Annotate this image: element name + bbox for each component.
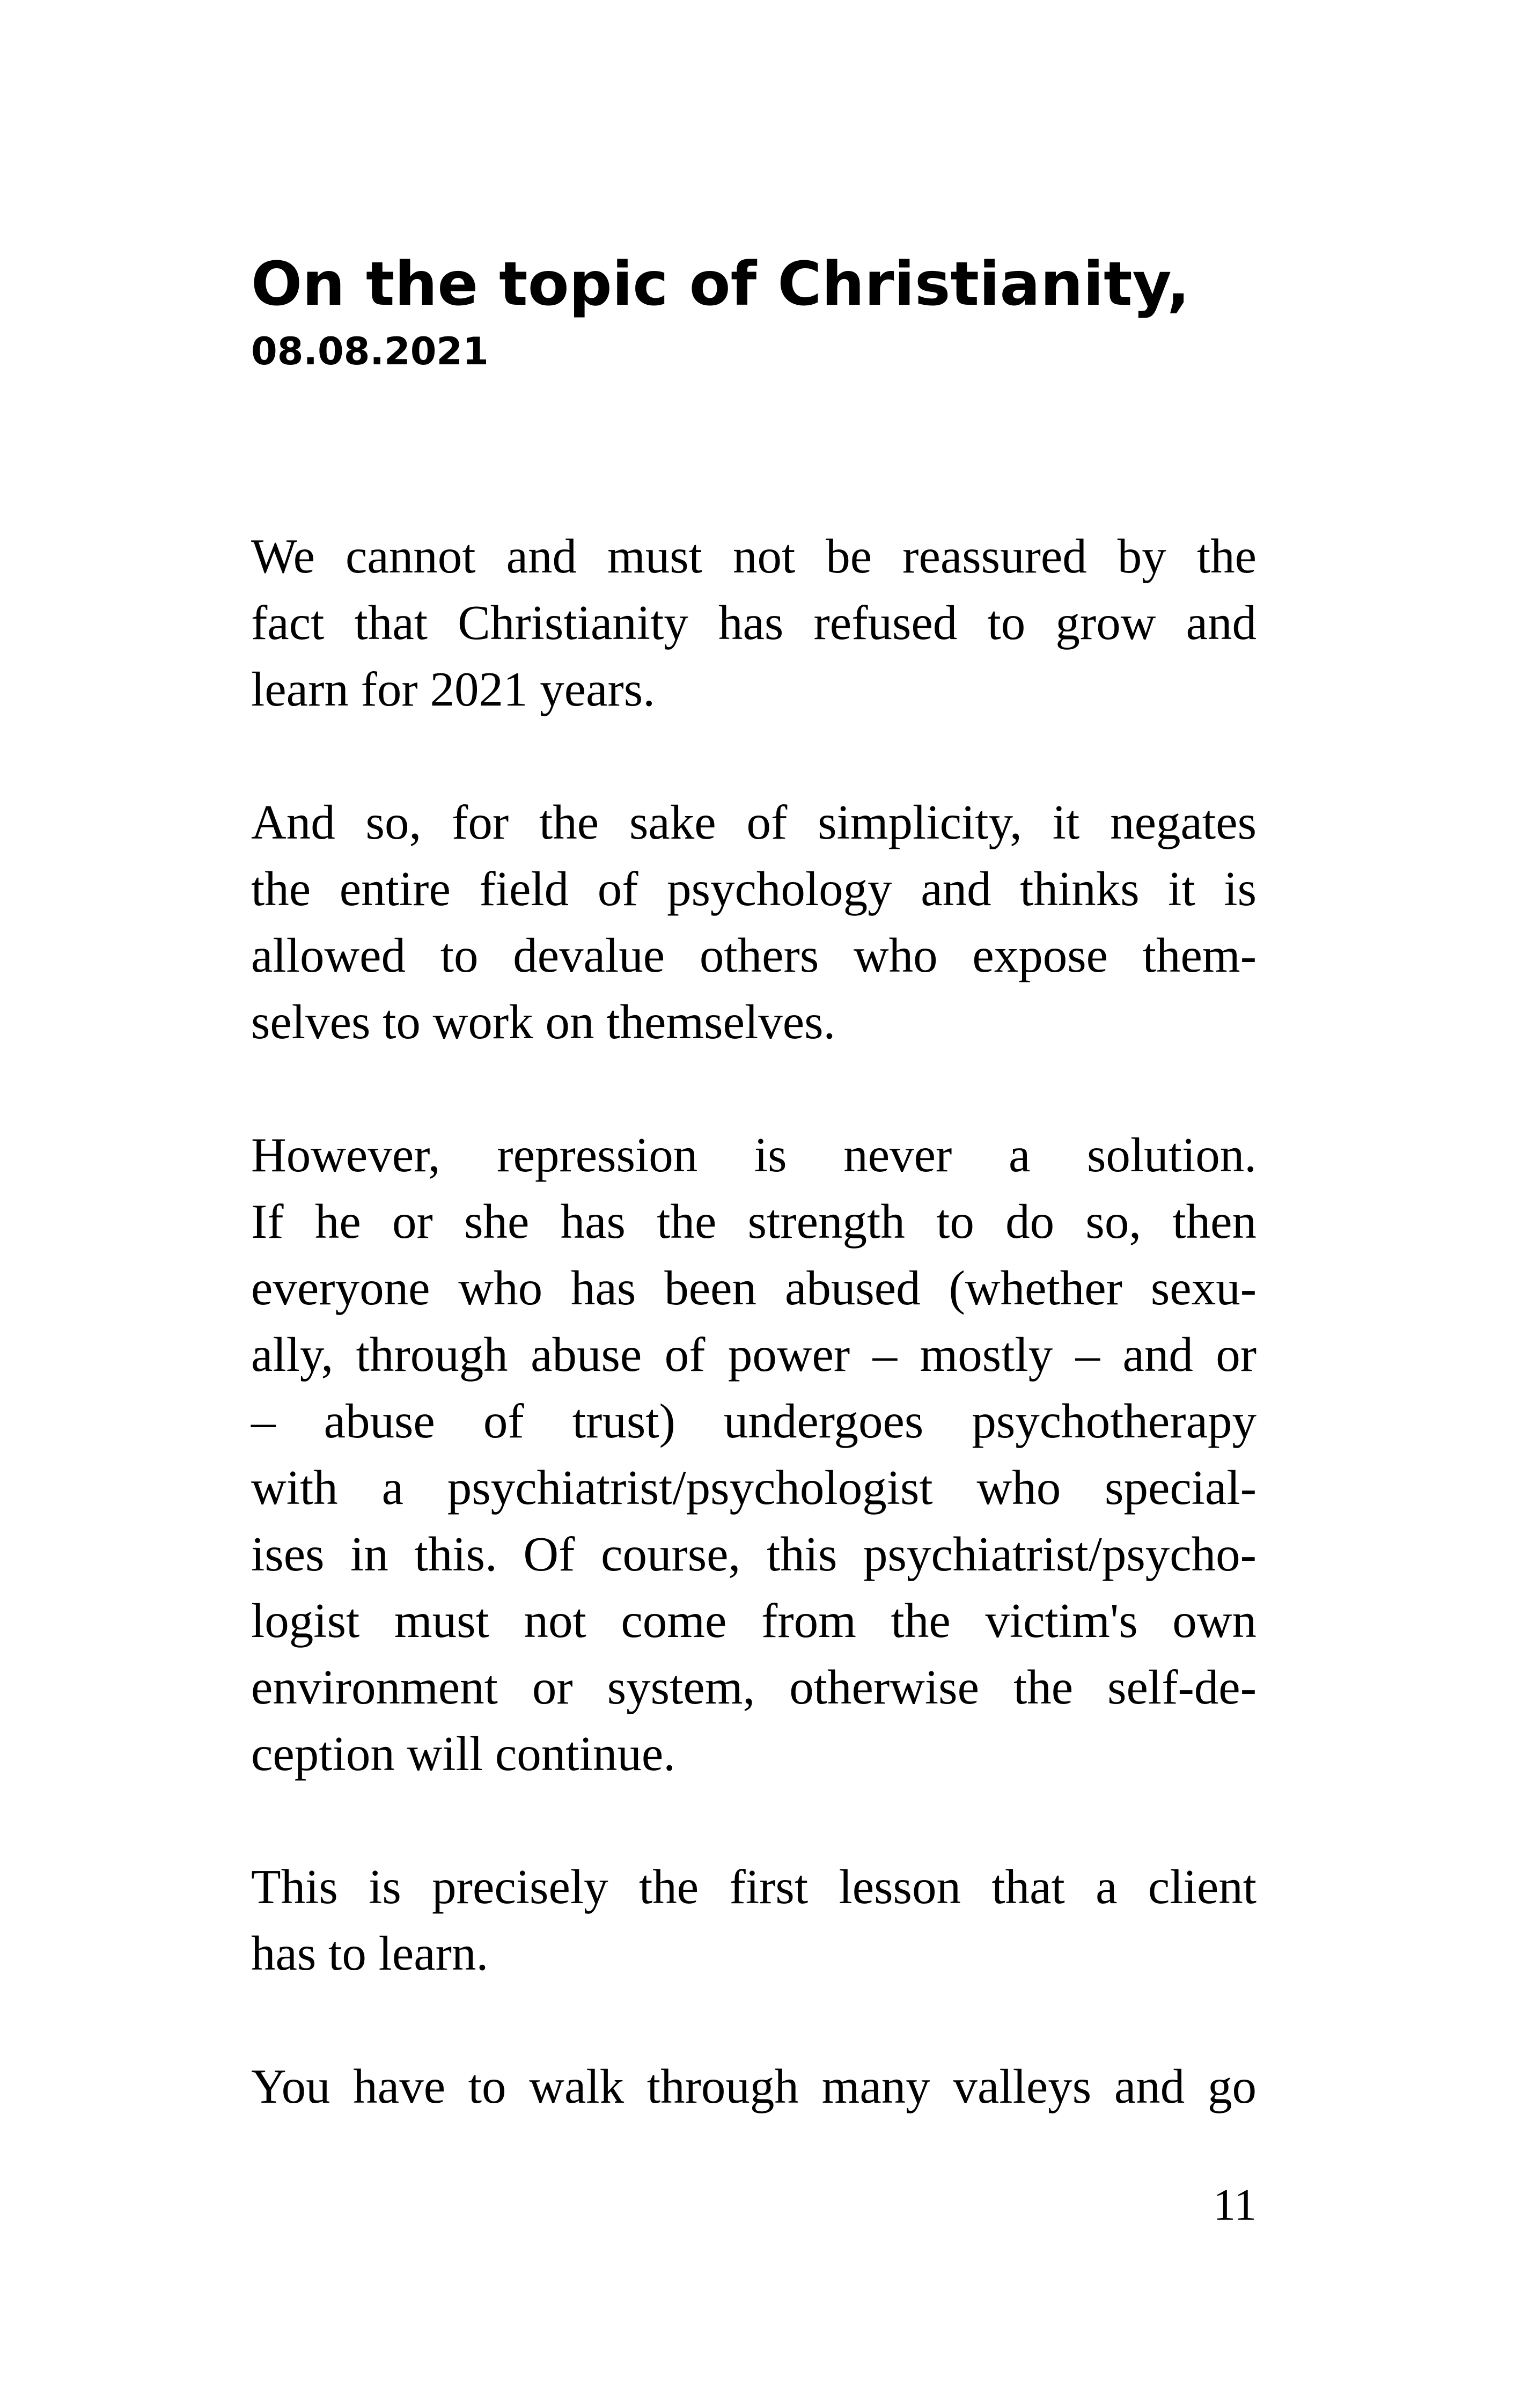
text-line: logist must not come from the victim's own <box>251 1594 1257 1648</box>
text-line: learn for 2021 years. <box>251 662 655 716</box>
paragraph-3 <box>251 1122 1257 1787</box>
text-line: ises in this. Of course, this psychiatrist/psycho- <box>251 1527 1257 1581</box>
chapter-date: 08.08.2021 <box>251 329 489 373</box>
chapter-title: On the topic of Christianity, <box>251 249 1190 319</box>
text-line: has to learn. <box>251 1926 489 1980</box>
text-line: fact that Christianity has refused to grow and <box>251 596 1257 650</box>
paragraph-4 <box>251 1854 1257 1987</box>
paragraph-1 <box>251 523 1257 723</box>
text-line: allowed to devalue others who expose them- <box>251 928 1257 982</box>
paragraph-5 <box>251 2053 1257 2120</box>
text-line: However, repression is never a solution. <box>251 1128 1257 1182</box>
text-line: If he or she has the strength to do so, then <box>251 1194 1257 1249</box>
text-line: ception will continue. <box>251 1727 676 1781</box>
chapter-heading <box>251 244 1270 378</box>
text-line: selves to work on themselves. <box>251 995 836 1049</box>
text-line: – abuse of trust) undergoes psychotherapy <box>251 1394 1257 1448</box>
page-number: 11 <box>1213 2180 1257 2230</box>
text-line: This is precisely the first lesson that a client <box>251 1860 1257 1914</box>
body-text <box>251 523 1257 2186</box>
text-line: We cannot and must not be reassured by the <box>251 529 1257 583</box>
text-line: And so, for the sake of simplicity, it negates <box>251 795 1257 849</box>
text-line: everyone who has been abused (whether sexu- <box>251 1261 1257 1315</box>
text-line: the entire field of psychology and thinks it is <box>251 862 1257 916</box>
text-line: You have to walk through many valleys and go <box>251 2059 1257 2113</box>
text-line: ally, through abuse of power – mostly – and or <box>251 1327 1257 1382</box>
text-line: with a psychiatrist/psychologist who special- <box>251 1460 1257 1515</box>
text-line: environment or system, otherwise the self-de- <box>251 1660 1257 1714</box>
paragraph-2 <box>251 789 1257 1055</box>
